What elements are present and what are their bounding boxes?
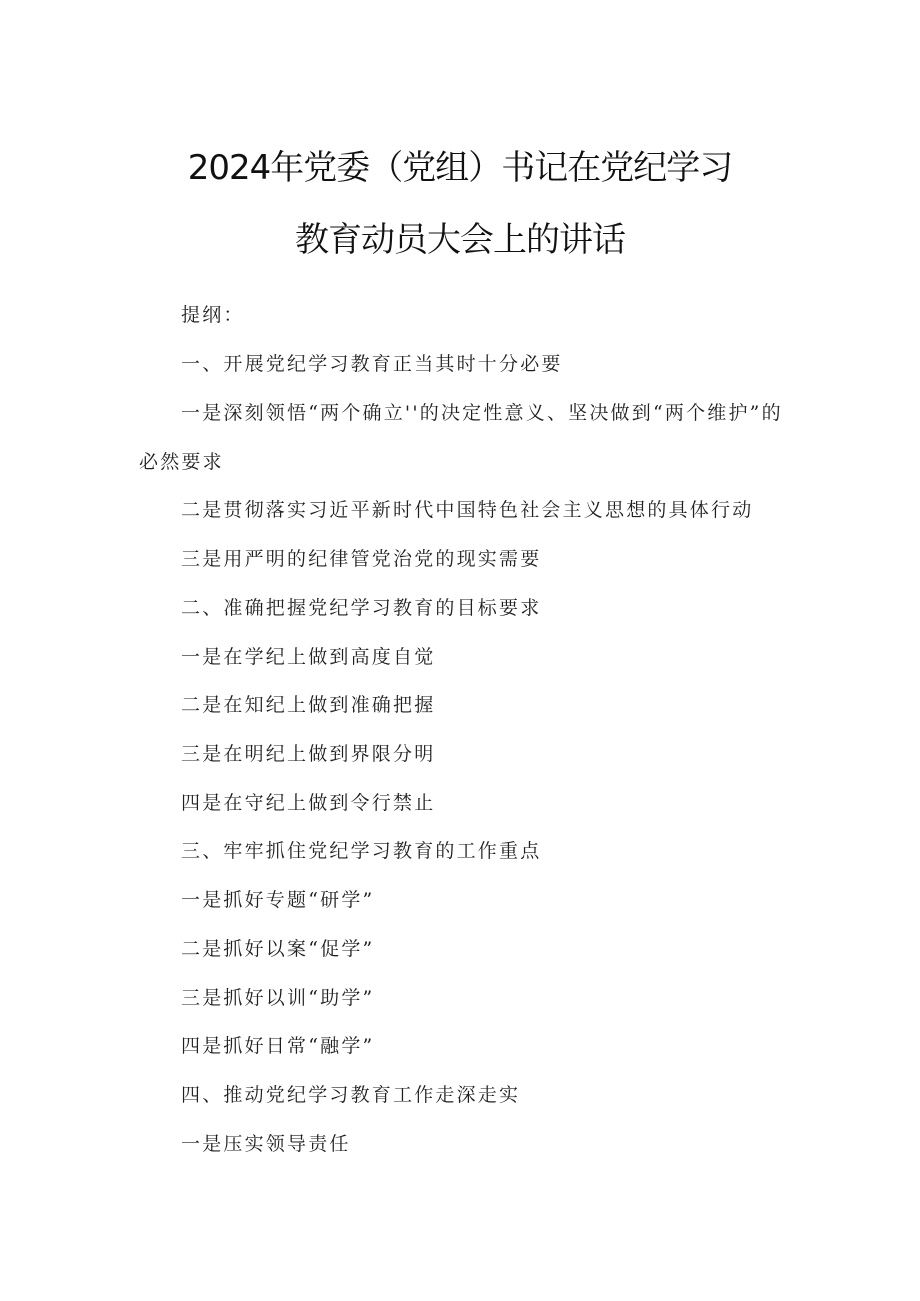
section-3-item-1: 一是抓好专题“研学” bbox=[181, 889, 375, 911]
section-2-item-1: 一是在学纪上做到高度自觉 bbox=[181, 646, 436, 668]
section-2-heading: 二、准确把握党纪学习教育的目标要求 bbox=[181, 597, 542, 619]
section-1-item-1-line-2: 必然要求 bbox=[139, 451, 224, 473]
section-3-item-2: 二是抓好以案“促学” bbox=[181, 938, 375, 960]
section-1-heading: 一、开展党纪学习教育正当其时十分必要 bbox=[181, 353, 563, 375]
section-2-item-3: 三是在明纪上做到界限分明 bbox=[181, 743, 436, 765]
outline-label: 提纲： bbox=[181, 304, 245, 326]
section-3-heading: 三、牢牢抓住党纪学习教育的工作重点 bbox=[181, 840, 542, 862]
section-3-item-4: 四是抓好日常“融学” bbox=[181, 1035, 375, 1057]
section-3-item-3: 三是抓好以训“助学” bbox=[181, 987, 375, 1009]
section-4-heading: 四、推动党纪学习教育工作走深走实 bbox=[181, 1084, 521, 1106]
section-4-item-1: 一是压实领导责任 bbox=[181, 1133, 351, 1155]
document-title-line-2: 教育动员大会上的讲话 bbox=[295, 220, 625, 260]
section-1-item-2: 二是贯彻落实习近平新时代中国特色社会主义思想的具体行动 bbox=[181, 499, 754, 521]
section-1-item-1-line-1: 一是深刻领悟“两个确立''的决定性意义、坚决做到“两个维护”的 bbox=[181, 402, 783, 424]
document-title-line-1: 2024年党委（党组）书记在党纪学习 bbox=[187, 148, 733, 188]
section-1-item-3: 三是用严明的纪律管党治党的现实需要 bbox=[181, 548, 542, 570]
section-2-item-2: 二是在知纪上做到准确把握 bbox=[181, 694, 436, 716]
section-2-item-4: 四是在守纪上做到令行禁止 bbox=[181, 792, 436, 814]
